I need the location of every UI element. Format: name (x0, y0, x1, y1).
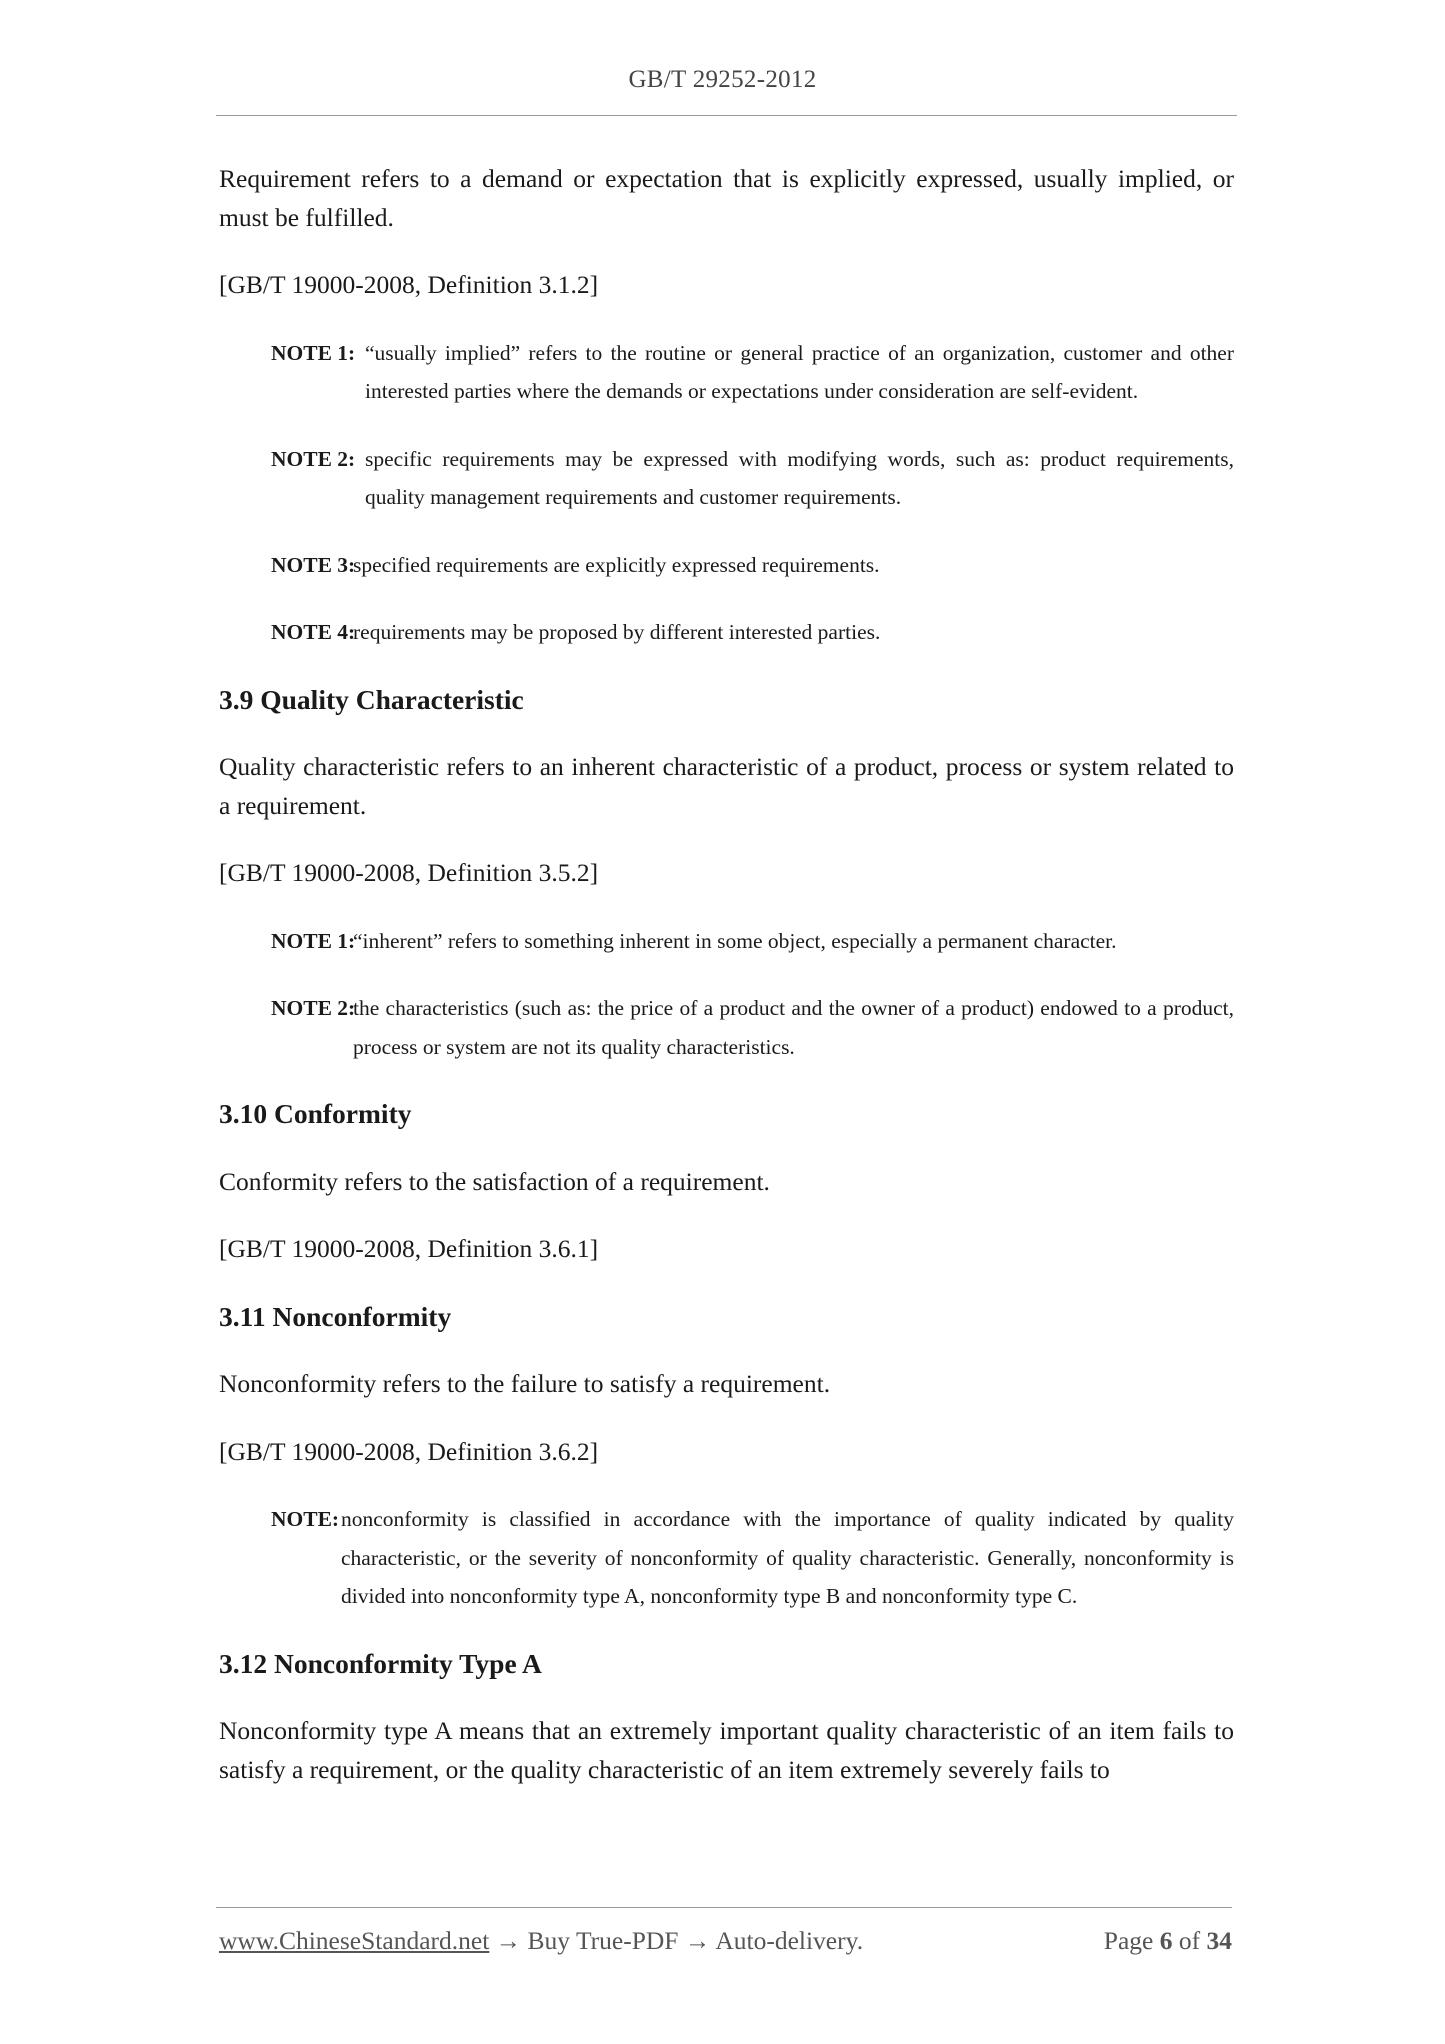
page-word: Page (1103, 1926, 1154, 1955)
note-text: “inherent” refers to something inherent in some object, especially a permanent character. (353, 928, 1117, 953)
reference: [GB/T 19000-2008, Definition 3.6.2] (219, 1436, 599, 1466)
reference: [GB/T 19000-2008, Definition 3.6.1] (219, 1234, 599, 1263)
footer-divider (216, 1907, 1232, 1908)
note-label: NOTE 4: (271, 620, 356, 644)
note-label: NOTE 3: (271, 552, 356, 577)
reference: [GB/T 19000-2008, Definition 3.1.2] (219, 270, 599, 299)
footer-buy-text: Buy True-PDF (527, 1926, 679, 1955)
note (271, 613, 1234, 652)
page-footer (219, 1926, 1232, 1966)
note-label: NOTE: (271, 1507, 340, 1531)
note-text: specific requirements may be expressed with modifying words, such as: product requirements, quality management requirements and customer requirements. (365, 446, 1234, 509)
arrow-right-icon: → (684, 1926, 711, 1955)
note (271, 989, 1234, 1066)
paragraph: Nonconformity refers to the failure to satisfy a requirement. (219, 1369, 831, 1398)
note-text: nonconformity is classified in accordance with the importance of quality indicated by quality characteristic, or the severity of nonconformity of quality characteristic. Generally, nonconformity is divided into nonconformity type A, nonconformity type B and nonconformity type C. (341, 1507, 1234, 1608)
note-text: the characteristics (such as: the price of a product and the owner of a product) endowed to a product, process or system are not its quality characteristics. (353, 996, 1234, 1059)
paragraph: Nonconformity type A means that an extremely important quality characteristic of an item fails to satisfy a requirement, or the quality characteristic of an item extremely severely fails to (219, 1716, 1234, 1784)
section-heading: 3.10 Conformity (219, 1098, 412, 1129)
note-label: NOTE 1: (271, 340, 356, 365)
header-divider (216, 115, 1237, 116)
note-label: NOTE 2: (271, 996, 356, 1020)
paragraph: Quality characteristic refers to an inherent characteristic of a product, process or system related to a requirement. (219, 752, 1234, 820)
footer-delivery-text: Auto-delivery. (715, 1926, 864, 1955)
total-pages-number: 34 (1206, 1926, 1232, 1955)
note-text: specified requirements are explicitly expressed requirements. (353, 552, 880, 577)
paragraph: Conformity refers to the satisfaction of a requirement. (219, 1166, 770, 1196)
reference: [GB/T 19000-2008, Definition 3.5.2] (219, 858, 599, 887)
note (271, 440, 1234, 517)
section-heading: 3.9 Quality Characteristic (219, 683, 524, 715)
note (271, 1500, 1234, 1616)
note-text: “usually implied” refers to the routine or general practice of an organization, customer and other interested parties where the demands or expectations under consideration are self-evident. (365, 340, 1234, 403)
arrow-right-icon: → (495, 1926, 522, 1955)
note-label: NOTE 2: (271, 446, 356, 471)
section-heading: 3.12 Nonconformity Type A (219, 1647, 542, 1679)
website-link[interactable]: www.ChineseStandard.net (219, 1926, 490, 1955)
note (271, 546, 1234, 585)
of-word: of (1178, 1926, 1201, 1955)
page-indicator (1104, 1926, 1232, 1956)
current-page-number: 6 (1159, 1926, 1173, 1955)
note (271, 922, 1234, 961)
page-header-title: GB/T 29252-2012 (628, 66, 817, 93)
note-text: requirements may be proposed by different interested parties. (353, 620, 881, 644)
note-label: NOTE 1: (271, 928, 356, 953)
section-heading: 3.11 Nonconformity (219, 1300, 452, 1332)
note (271, 334, 1234, 411)
paragraph: Requirement refers to a demand or expectation that is explicitly expressed, usually implied, or must be fulfilled. (219, 164, 1234, 232)
document-body (219, 160, 1234, 1818)
footer-promo (219, 1926, 863, 1956)
